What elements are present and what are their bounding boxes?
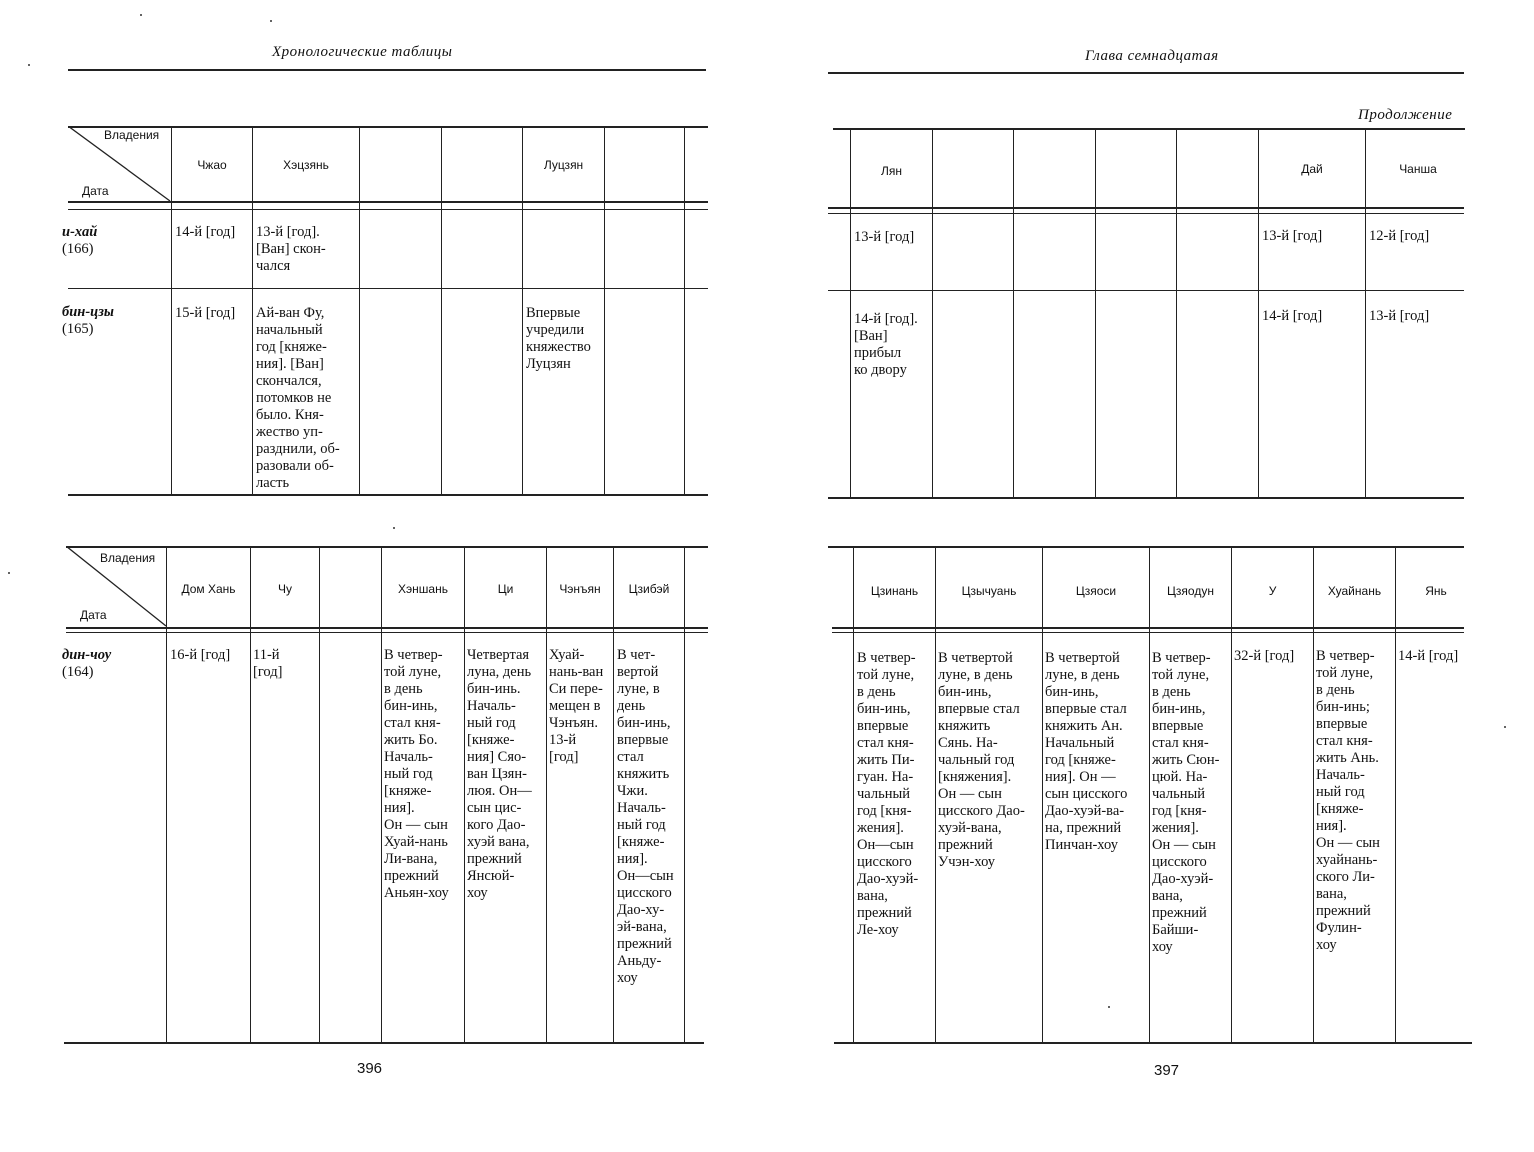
table-cell: 13-й [год] bbox=[1369, 308, 1430, 324]
column-header: Хуайнань bbox=[1327, 584, 1382, 598]
table-rule bbox=[68, 209, 708, 210]
table-cell: 16-й [год] bbox=[170, 647, 231, 663]
column-header: Дай bbox=[1301, 162, 1323, 176]
column-header: Хэцзянь bbox=[283, 158, 329, 172]
column-divider bbox=[252, 126, 253, 495]
row-date bbox=[62, 647, 111, 681]
column-divider bbox=[1176, 128, 1177, 498]
table-cell: В четвер- той луне, в день бин-инь, впервые стал кня- жить Сюн- цюй. На- чальный год [кня- жения]. Он — сын цисского Дао-хуэй- вана, прежний Байши- хоу bbox=[1152, 650, 1220, 955]
right-running-header: Глава семнадцатая bbox=[1085, 48, 1219, 64]
corner-label-date: Дата bbox=[82, 184, 109, 198]
column-header: Хэншань bbox=[398, 582, 448, 596]
column-header: Луцзян bbox=[543, 158, 584, 172]
column-divider bbox=[1365, 128, 1366, 498]
column-header: Цзяоси bbox=[1075, 584, 1117, 598]
table-rule bbox=[828, 290, 1464, 291]
column-divider bbox=[359, 126, 360, 495]
table-cell: 12-й [год] bbox=[1369, 228, 1430, 244]
table-rule bbox=[834, 1042, 1472, 1044]
column-divider bbox=[1013, 128, 1014, 498]
header-rule bbox=[68, 69, 706, 71]
column-divider bbox=[604, 126, 605, 495]
table-cell: В четвер- той луне, в день бин-инь; впервые стал кня- жить Ань. Началь- ный год [княже- ния]. Он — сын хуайнань- ского Ли- вана, прежний Фулин- хоу bbox=[1316, 648, 1380, 953]
scan-speck bbox=[1108, 1006, 1110, 1008]
column-header: Чжао bbox=[197, 158, 227, 172]
column-divider bbox=[171, 126, 172, 495]
table-rule bbox=[828, 497, 1464, 499]
column-divider bbox=[522, 126, 523, 495]
column-divider bbox=[166, 546, 167, 1043]
table-rule bbox=[68, 494, 708, 496]
column-divider bbox=[250, 546, 251, 1043]
table-cell: Хуай- нань-ван Си пере- мещен в Чэнъян. 13-й [год] bbox=[549, 647, 604, 765]
row-date bbox=[62, 304, 114, 338]
column-header: Цзычуань bbox=[961, 584, 1017, 598]
column-divider bbox=[684, 126, 685, 495]
table-cell: 14-й [год]. [Ван] прибыл ко двору bbox=[854, 311, 918, 378]
column-header: Лян bbox=[881, 164, 902, 178]
column-divider bbox=[441, 126, 442, 495]
column-divider bbox=[1095, 128, 1096, 498]
table-cell: В чет- вертой луне, в день бин-инь, впервые стал княжить Чжи. Началь- ный год [княже- ния]. Он—сын цисского Дао-ху- эй-вана, прежний Аньду- хоу bbox=[617, 647, 674, 986]
row-date bbox=[62, 224, 97, 258]
scan-speck bbox=[393, 527, 395, 529]
date-year: (166) bbox=[62, 241, 94, 257]
table-rule bbox=[832, 627, 1464, 629]
column-divider bbox=[850, 128, 851, 498]
column-header: Янь bbox=[1425, 584, 1447, 598]
column-header: У bbox=[1268, 584, 1277, 598]
table-rule bbox=[832, 632, 1464, 633]
table-cell: Ай-ван Фу, начальный год [княже- ния]. [Ван] скончался, потомков не было. Кня- жество уп- разднили, об- разовали об- ласть bbox=[256, 305, 340, 491]
column-header: Чу bbox=[278, 582, 292, 596]
page-number: 397 bbox=[1154, 1062, 1180, 1079]
column-divider bbox=[546, 546, 547, 1043]
scan-speck bbox=[28, 64, 30, 66]
table-rule bbox=[66, 632, 708, 633]
table-rule bbox=[828, 546, 1464, 548]
column-header: Цзяодун bbox=[1167, 584, 1214, 598]
table-cell: В четвер- той луне, в день бин-инь, впервые стал кня- жить Пи- гуан. На- чальный год [кня- жения]. Он—сын цисского Дао-хуэй- вана, прежний Ле-хоу bbox=[857, 650, 919, 938]
table-rule bbox=[833, 128, 1465, 130]
column-header: Ци bbox=[497, 582, 514, 596]
column-divider bbox=[1395, 546, 1396, 1043]
table-cell: 13-й [год] bbox=[854, 229, 915, 245]
column-divider bbox=[381, 546, 382, 1043]
scan-speck bbox=[1504, 726, 1506, 728]
table-rule bbox=[68, 288, 708, 289]
column-divider bbox=[853, 546, 854, 1043]
table-cell: 14-й [год] bbox=[1398, 648, 1459, 664]
table-cell: 11-й [год] bbox=[253, 647, 283, 680]
scan-speck bbox=[140, 14, 142, 16]
column-divider bbox=[1258, 128, 1259, 498]
column-header: Цзинань bbox=[870, 584, 919, 598]
column-divider bbox=[935, 546, 936, 1043]
page-number: 396 bbox=[357, 1060, 383, 1077]
table-cell: Впервые учредили княжество Луцзян bbox=[526, 305, 591, 372]
cyclical-date-name: бин-цзы bbox=[62, 304, 114, 320]
column-divider bbox=[1231, 546, 1232, 1043]
corner-label-holdings: Владения bbox=[100, 551, 156, 565]
table-cell: В четвер- той луне, в день бин-инь, стал кня- жить Бо. Началь- ный год [княже- ния]. Он — сын Хуай-нань Ли-вана, прежний Аньян-хоу bbox=[384, 647, 449, 901]
date-year: (164) bbox=[62, 664, 94, 680]
table-rule bbox=[828, 213, 1464, 214]
table-cell: Четвертая луна, день бин-инь. Началь- ный год [княже- ния] Сяо- ван Цзян- люя. Он— сын цис- кого Дао- хуэй вана, прежний Янсюй- хоу bbox=[467, 647, 532, 901]
cyclical-date-name: дин-чоу bbox=[62, 647, 112, 663]
table-cell: 14-й [год] bbox=[175, 224, 236, 240]
column-header: Цзибэй bbox=[628, 582, 670, 596]
table-rule bbox=[828, 207, 1464, 209]
column-divider bbox=[1313, 546, 1314, 1043]
table-cell: 15-й [год] bbox=[175, 305, 236, 321]
column-divider bbox=[1042, 546, 1043, 1043]
column-header: Дом Хань bbox=[181, 582, 236, 596]
continuation-label: Продолжение bbox=[1358, 107, 1453, 123]
table-rule bbox=[64, 1042, 704, 1044]
column-divider bbox=[613, 546, 614, 1043]
table-cell: 13-й [год] bbox=[1262, 228, 1323, 244]
corner-label-holdings: Владения bbox=[104, 128, 160, 142]
column-divider bbox=[319, 546, 320, 1043]
column-header: Чанша bbox=[1399, 162, 1437, 176]
date-year: (165) bbox=[62, 321, 94, 337]
column-divider bbox=[464, 546, 465, 1043]
left-running-header: Хронологические таблицы bbox=[272, 44, 453, 60]
column-divider bbox=[932, 128, 933, 498]
scan-speck bbox=[270, 20, 272, 22]
table-cell: В четвертой луне, в день бин-инь, впервые стал княжить Сянь. На- чальный год [княжения]. Он — сын цисского Дао- хуэй-вана, прежний Учэн-хоу bbox=[938, 650, 1025, 870]
header-rule bbox=[828, 72, 1464, 74]
table-cell: В четвертой луне, в день бин-инь, впервые стал княжить Ан. Начальный год [княже- ния]. Он — сын цисского Дао-хуэй-ва- на, прежний Пинчан-хоу bbox=[1045, 650, 1128, 853]
table-cell: 13-й [год]. [Ван] скон- чался bbox=[256, 224, 326, 274]
corner-label-date: Дата bbox=[80, 608, 107, 622]
table-cell: 32-й [год] bbox=[1234, 648, 1295, 664]
column-divider bbox=[684, 546, 685, 1043]
scan-speck bbox=[8, 572, 10, 574]
column-header: Чэнъян bbox=[559, 582, 601, 596]
cyclical-date-name: и-хай bbox=[62, 224, 98, 240]
table-cell: 14-й [год] bbox=[1262, 308, 1323, 324]
column-divider bbox=[1149, 546, 1150, 1043]
